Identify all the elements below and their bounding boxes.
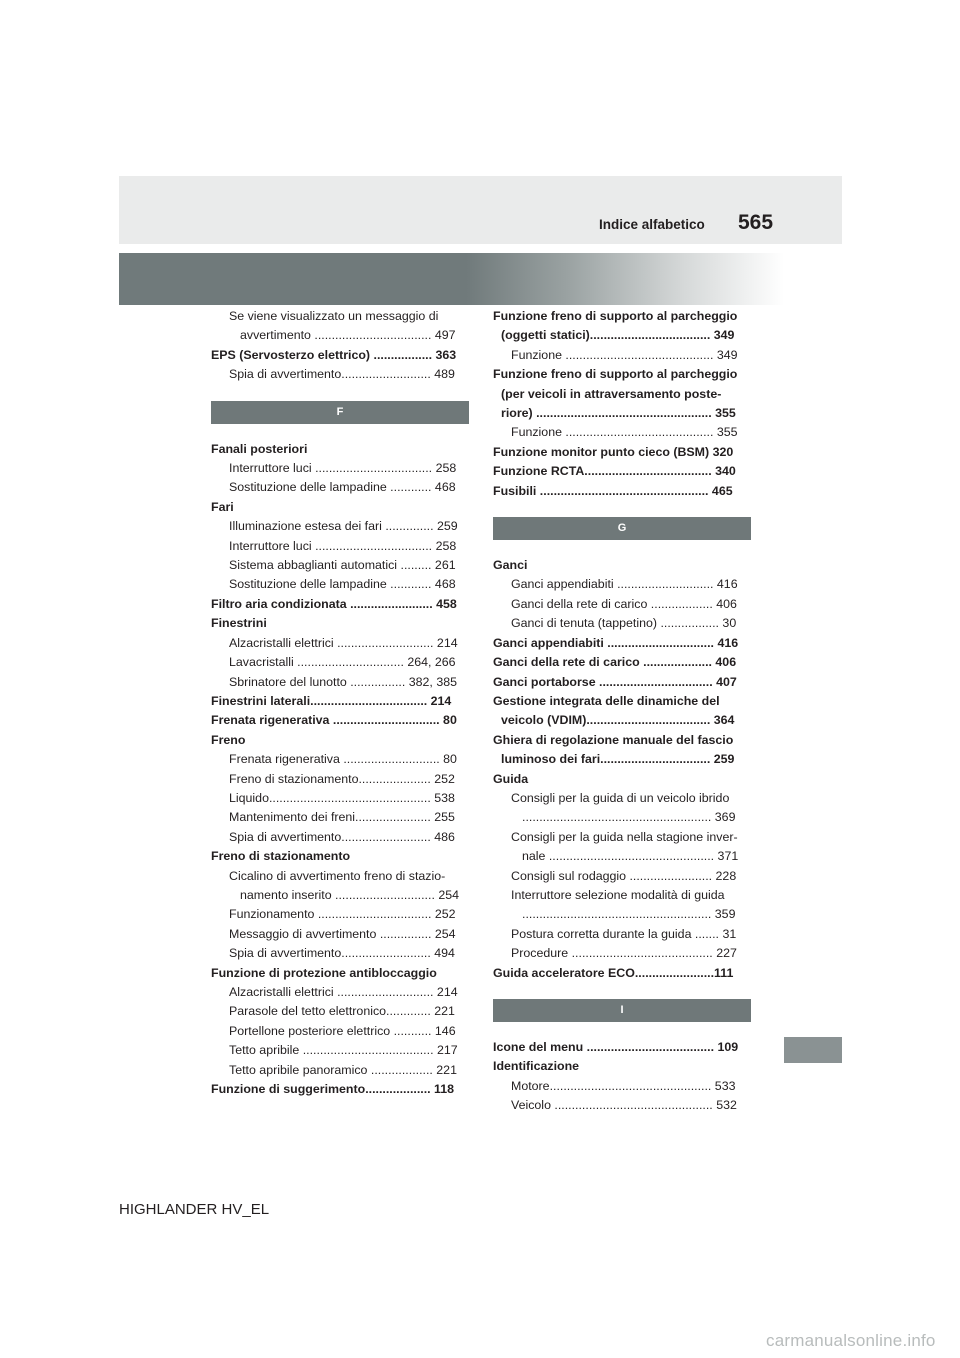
chapter-side-tab — [784, 1037, 842, 1063]
index-entry: Ganci portaborse ................................. 407 — [493, 674, 737, 689]
section-letter-bar: I — [493, 999, 751, 1022]
index-subentry: Tetto apribile ...................................... 217 — [229, 1043, 458, 1058]
index-entry: Finestrini — [211, 616, 267, 631]
index-subentry: Consigli per la guida di un veicolo ibrido — [511, 790, 730, 805]
index-entry: Frenata rigenerativa ............................... 80 — [211, 713, 457, 728]
section-letter-bar: F — [211, 401, 469, 424]
index-entry: Gestione integrata delle dinamiche del — [493, 693, 720, 708]
index-subentry: Motore............................................... 533 — [511, 1078, 736, 1093]
index-column-left — [211, 307, 469, 1099]
index-subentry: Liquido............................................... 538 — [229, 790, 455, 805]
index-entry: Ganci appendiabiti ............................... 416 — [493, 635, 739, 650]
index-subentry: Messaggio di avvertimento ............... 254 — [229, 926, 456, 941]
index-subentry: Sistema abbaglianti automatici ......... 261 — [229, 558, 456, 573]
index-subentry: Portellone posteriore elettrico ........... 146 — [229, 1023, 456, 1038]
index-entry-continuation: (per veicoli in attraversamento poste- — [501, 386, 722, 401]
index-entry: Guida — [493, 771, 529, 786]
index-subentry: Funzione ........................................... 349 — [511, 347, 738, 362]
index-subentry: Funzionamento ................................. 252 — [229, 907, 456, 922]
index-subentry: ....................................................... 369 — [522, 810, 736, 825]
index-subentry: Ganci appendiabiti ............................ 416 — [511, 577, 738, 592]
index-entry: EPS (Servosterzo elettrico) ................. 363 — [211, 347, 457, 362]
index-entry: Fusibili ................................................. 465 — [493, 483, 733, 498]
index-entry: Fanali posteriori — [211, 441, 308, 456]
index-entry-continuation: veicolo (VDIM).................................... 364 — [501, 713, 735, 728]
index-subentry: Se viene visualizzato un messaggio di — [229, 309, 439, 323]
index-subentry: Parasole del tetto elettronico............. 221 — [229, 1004, 455, 1019]
index-subentry: Procedure ......................................... 227 — [511, 946, 737, 961]
watermark-text: carmanualsonline.info — [766, 1331, 936, 1350]
index-subentry: Sbrinatore del lunotto ................ 382, 385 — [229, 674, 457, 689]
index-entry: Funzione RCTA..................................... 340 — [493, 464, 736, 479]
index-subentry: nale ................................................ 371 — [522, 849, 739, 864]
index-entry: Funzione monitor punto cieco (BSM) 320 — [493, 444, 734, 459]
index-subentry: Alzacristalli elettrici ............................ 214 — [229, 635, 458, 650]
section-letter-bar: G — [493, 517, 751, 540]
index-entry: Ganci — [493, 558, 528, 573]
index-entry: Icone del menu ..................................... 109 — [493, 1040, 739, 1054]
index-entry: Funzione di protezione antibloccaggio — [211, 965, 437, 980]
index-entry: Ganci della rete di carico .................... 406 — [493, 655, 737, 670]
index-subentry: Freno di stazionamento..................... 252 — [229, 771, 455, 786]
index-entry-continuation: (oggetti statici)................................... 349 — [501, 328, 735, 343]
index-entry: Freno — [211, 732, 246, 747]
index-subentry: Spia di avvertimento.......................... 494 — [229, 946, 455, 961]
index-subentry: namento inserito ............................. 254 — [240, 887, 459, 902]
chapter-gradient-bar — [119, 253, 842, 305]
model-code: HIGHLANDER HV_EL — [119, 1201, 270, 1218]
index-entry: Guida acceleratore ECO.......................111 — [493, 965, 734, 980]
index-subentry: Funzione ........................................... 355 — [511, 425, 738, 440]
header-band — [119, 176, 842, 244]
index-subentry: Illuminazione estesa dei fari .............. 259 — [229, 519, 458, 534]
index-entry: Ghiera di regolazione manuale del fascio — [493, 732, 734, 747]
index-entry: Funzione freno di supporto al parcheggio — [493, 309, 738, 323]
index-subentry: Veicolo .............................................. 532 — [511, 1098, 737, 1113]
index-entry: Funzione di suggerimento................... 118 — [211, 1082, 455, 1097]
index-subentry: Lavacristalli ............................... 264, 266 — [229, 655, 456, 670]
index-entry: Funzione freno di supporto al parcheggio — [493, 367, 738, 382]
index-entry: Finestrini laterali.................................. 214 — [211, 693, 452, 708]
index-entry-continuation: riore) ................................................... 355 — [501, 406, 736, 421]
index-entry-continuation: luminoso dei fari................................ 259 — [501, 752, 735, 767]
index-subentry: Postura corretta durante la guida ....... 31 — [511, 926, 737, 941]
index-subentry: Alzacristalli elettrici ............................ 214 — [229, 985, 458, 999]
index-subentry: Tetto apribile panoramico .................. 221 — [229, 1062, 457, 1077]
index-subentry: Interruttore luci .................................. 258 — [229, 538, 457, 553]
index-column-right — [493, 307, 751, 1116]
index-subentry: Consigli sul rodaggio ........................ 228 — [511, 868, 737, 883]
index-subentry: Ganci di tenuta (tappetino) ................. 30 — [511, 616, 737, 631]
index-subentry: Spia di avvertimento.......................... 486 — [229, 829, 455, 844]
page-number: 565 — [738, 211, 774, 234]
section-title: Indice alfabetico — [599, 217, 705, 232]
index-subentry: Spia di avvertimento.......................... 489 — [229, 367, 455, 382]
index-subentry: Cicalino di avvertimento freno di stazio- — [229, 868, 446, 883]
index-subentry: Sostituzione delle lampadine ............ 468 — [229, 577, 456, 592]
index-entry: Freno di stazionamento — [211, 849, 351, 864]
index-subentry: Interruttore luci .................................. 258 — [229, 461, 457, 476]
index-subentry: ....................................................... 359 — [522, 907, 736, 922]
index-subentry: Interruttore selezione modalità di guida — [511, 887, 725, 902]
index-subentry: Frenata rigenerativa ............................ 80 — [229, 752, 457, 767]
index-entry: Filtro aria condizionata ........................ 458 — [211, 596, 457, 611]
index-subentry: Sostituzione delle lampadine ............ 468 — [229, 480, 456, 495]
index-subentry: Consigli per la guida nella stagione inver- — [511, 829, 738, 844]
index-subentry: avvertimento .................................. 497 — [240, 328, 456, 343]
index-subentry: Ganci della rete di carico .................. 406 — [511, 596, 737, 611]
index-subentry: Mantenimento dei freni...................... 255 — [229, 810, 455, 825]
index-entry: Fari — [211, 499, 234, 514]
index-entry: Identificazione — [493, 1059, 580, 1074]
